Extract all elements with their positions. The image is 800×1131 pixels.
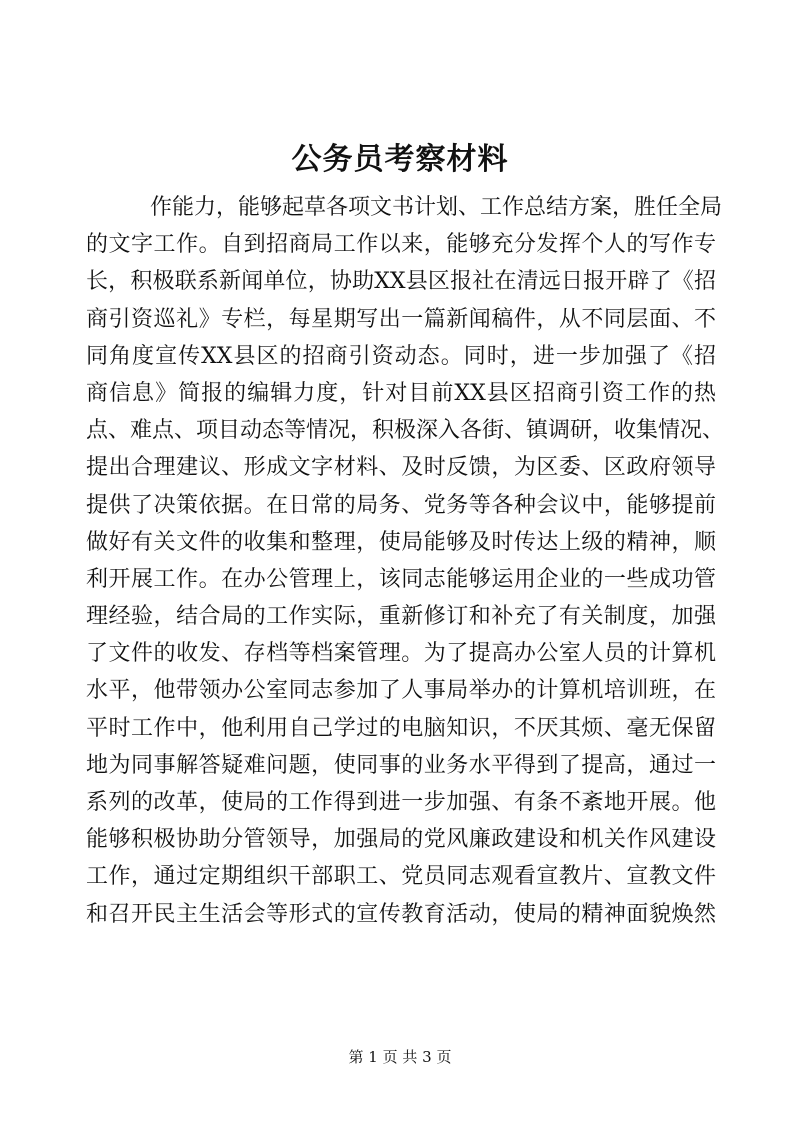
body-text bbox=[86, 189, 725, 933]
text-line: 水平，他带领办公室同志参加了人事局举办的计算机培训班，在 bbox=[86, 678, 716, 704]
text-line: 平时工作中，他利用自己学过的电脑知识，不厌其烦、毫无保留 bbox=[86, 715, 716, 741]
text-line: 理经验，结合局的工作实际，重新修订和补充了有关制度，加强 bbox=[86, 604, 716, 630]
text-line: 利开展工作。在办公管理上，该同志能够运用企业的一些成功管 bbox=[86, 566, 716, 592]
text-line: 的文字工作。自到招商局工作以来，能够充分发挥个人的写作专 bbox=[86, 232, 716, 258]
text-line: 能够积极协助分管领导，加强局的党风廉政建设和机关作风建设 bbox=[86, 827, 716, 853]
text-line: 点、难点、项目动态等情况，积极深入各街、镇调研，收集情况、 bbox=[86, 418, 725, 444]
text-line: 系列的改革，使局的工作得到进一步加强、有条不紊地开展。他 bbox=[86, 790, 716, 815]
text-line: 商引资巡礼》专栏，每星期写出一篇新闻稿件，从不同层面、不 bbox=[86, 306, 716, 332]
text-line: 提供了决策依据。在日常的局务、党务等各种会议中，能够提前 bbox=[86, 492, 716, 518]
text-line: 了文件的收发、存档等档案管理。为了提高办公室人员的计算机 bbox=[86, 641, 716, 667]
text-line: 长，积极联系新闻单位，协助XX县区报社在清远日报开辟了《招 bbox=[86, 269, 716, 295]
text-line: 和召开民主生活会等形式的宣传教育活动，使局的精神面貌焕然 bbox=[86, 901, 716, 927]
text-line: 作能力，能够起草各项文书计划、工作总结方案，胜任全局 bbox=[150, 195, 723, 220]
page-title: 公务员考察材料 bbox=[291, 142, 509, 177]
page-number-footer: 第 1 页 共 3 页 bbox=[348, 1048, 452, 1066]
text-line: 商信息》简报的编辑力度，针对目前XX县区招商引资工作的热 bbox=[86, 380, 716, 406]
text-line: 做好有关文件的收集和整理，使局能够及时传达上级的精神，顺 bbox=[86, 529, 716, 555]
text-line: 提出合理建议、形成文字材料、及时反馈，为区委、区政府领导 bbox=[86, 455, 716, 481]
text-line: 工作，通过定期组织干部职工、党员同志观看宣教片、宣教文件 bbox=[86, 864, 716, 890]
text-line: 同角度宣传XX县区的招商引资动态。同时，进一步加强了《招 bbox=[86, 343, 716, 369]
text-line: 地为同事解答疑难问题，使同事的业务水平得到了提高，通过一 bbox=[86, 752, 716, 778]
